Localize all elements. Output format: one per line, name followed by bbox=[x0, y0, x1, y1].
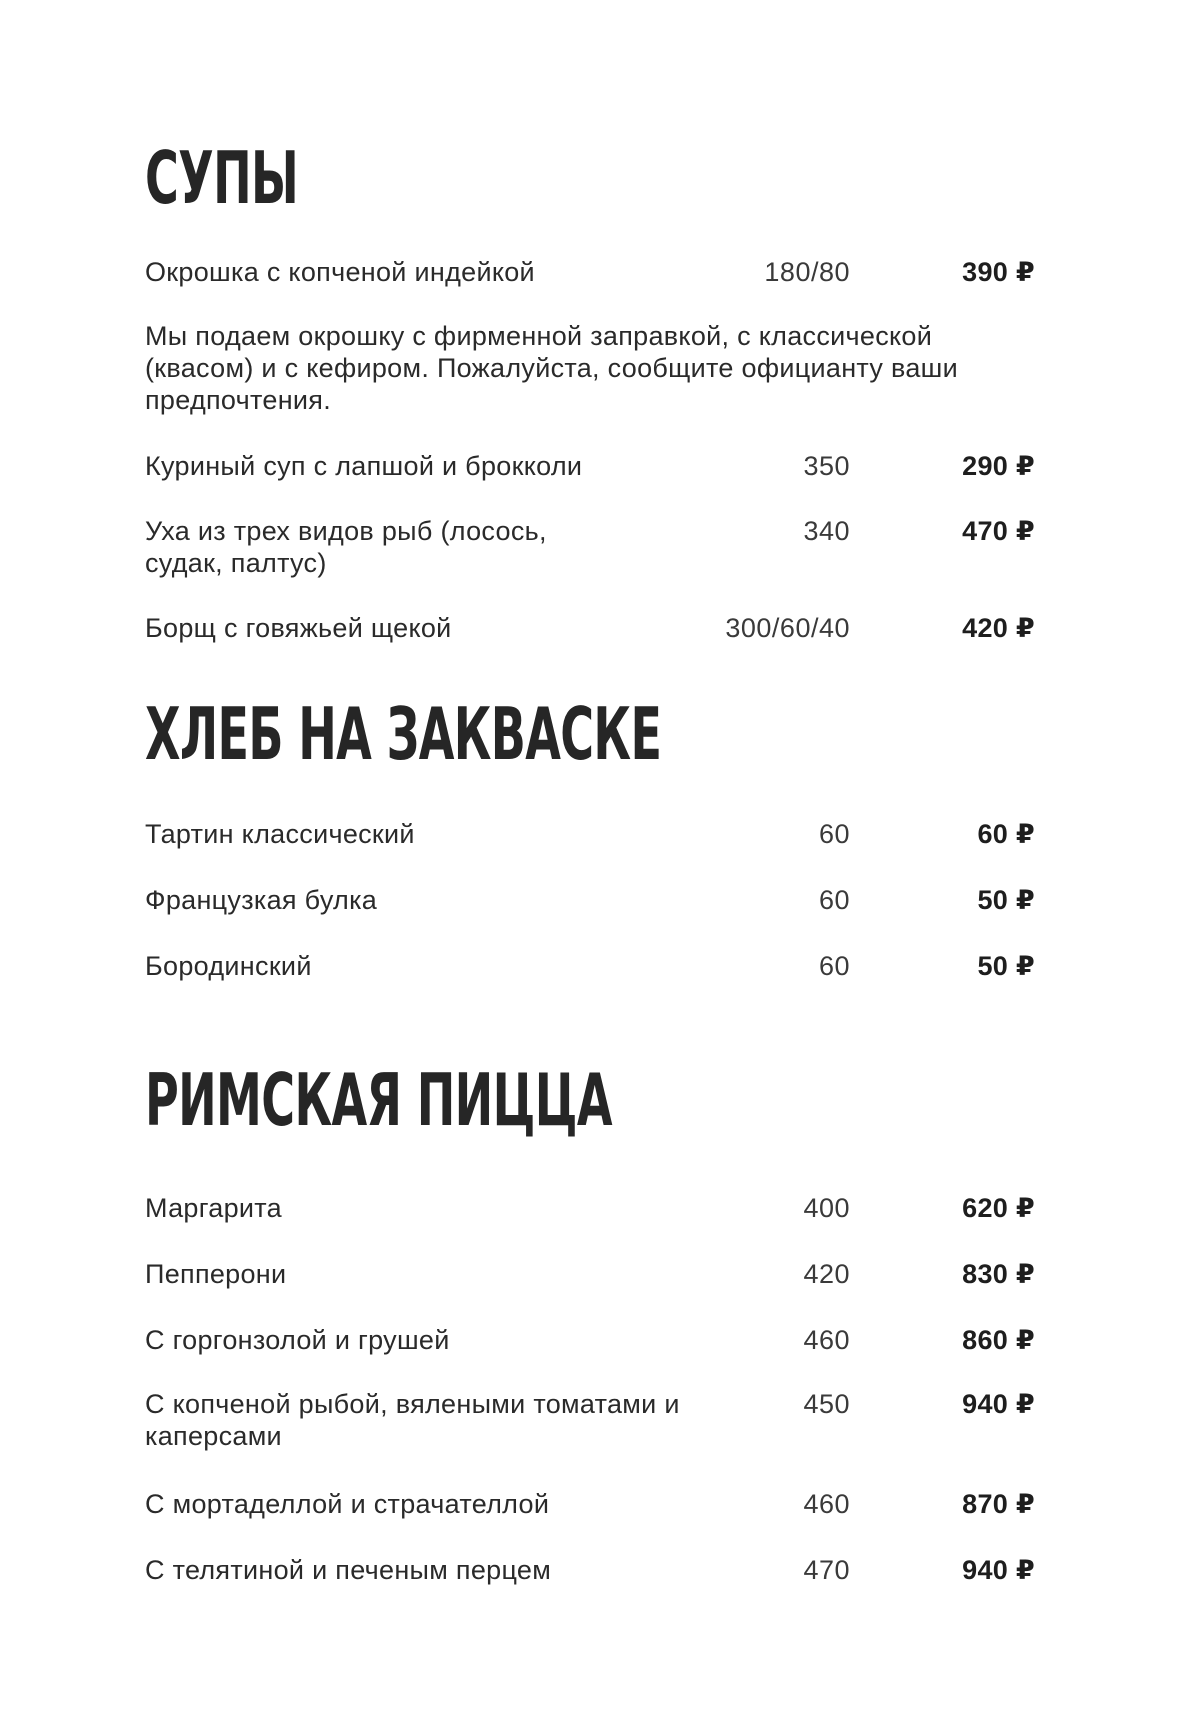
item-weight: 420 bbox=[803, 1259, 850, 1289]
item-weight: 350 bbox=[803, 451, 850, 481]
section-title-bread: ХЛЕБ НА ЗАКВАСКЕ bbox=[145, 692, 662, 776]
item-weight: 300/60/40 bbox=[725, 613, 850, 643]
item-price: 860 ₽ bbox=[962, 1325, 1035, 1355]
item-name: Тартин классический bbox=[145, 819, 415, 849]
item-price: 50 ₽ bbox=[977, 885, 1035, 915]
item-price: 390 ₽ bbox=[962, 257, 1035, 287]
item-weight: 60 bbox=[818, 951, 850, 981]
item-weight: 60 bbox=[818, 819, 850, 849]
item-price: 50 ₽ bbox=[977, 951, 1035, 981]
item-price: 940 ₽ bbox=[962, 1389, 1035, 1419]
item-name: С копченой рыбой, вялеными томатами и каперсами bbox=[145, 1389, 680, 1451]
item-price: 470 ₽ bbox=[962, 516, 1035, 546]
item-price: 620 ₽ bbox=[962, 1193, 1035, 1223]
item-price: 940 ₽ bbox=[962, 1555, 1035, 1585]
item-name: Пепперони bbox=[145, 1259, 287, 1289]
item-price: 290 ₽ bbox=[962, 451, 1035, 481]
item-weight: 400 bbox=[803, 1193, 850, 1223]
item-name: Маргарита bbox=[145, 1193, 282, 1223]
item-price: 420 ₽ bbox=[962, 613, 1035, 643]
item-weight: 470 bbox=[803, 1555, 850, 1585]
item-name: Бородинский bbox=[145, 951, 312, 981]
item-name: С телятиной и печеным перцем bbox=[145, 1555, 552, 1585]
section-note: Мы подаем окрошку с фирменной заправкой, с классической (квасом) и с кефиром. Пожалуйста, сообщите официанту ваши предпочтения. bbox=[145, 321, 958, 415]
item-name: Уха из трех видов рыб (лосось, судак, палтус) bbox=[145, 516, 547, 578]
item-price: 830 ₽ bbox=[962, 1259, 1035, 1289]
section-title-soups: СУПЫ bbox=[145, 136, 299, 220]
item-weight: 60 bbox=[818, 885, 850, 915]
item-name: Окрошка с копченой индейкой bbox=[145, 257, 535, 287]
section-title-pizza: РИМСКАЯ ПИЦЦА bbox=[145, 1058, 612, 1142]
item-weight: 450 bbox=[803, 1389, 850, 1419]
item-price: 870 ₽ bbox=[962, 1489, 1035, 1519]
item-name: С горгонзолой и грушей bbox=[145, 1325, 450, 1355]
item-name: Борщ с говяжьей щекой bbox=[145, 613, 452, 643]
item-name: Куриный суп с лапшой и брокколи bbox=[145, 451, 583, 481]
item-weight: 180/80 bbox=[764, 257, 850, 287]
item-name: Французкая булка bbox=[145, 885, 378, 915]
item-weight: 460 bbox=[803, 1325, 850, 1355]
item-weight: 460 bbox=[803, 1489, 850, 1519]
item-weight: 340 bbox=[803, 516, 850, 546]
item-price: 60 ₽ bbox=[977, 819, 1035, 849]
item-name: С мортаделлой и страчателлой bbox=[145, 1489, 550, 1519]
